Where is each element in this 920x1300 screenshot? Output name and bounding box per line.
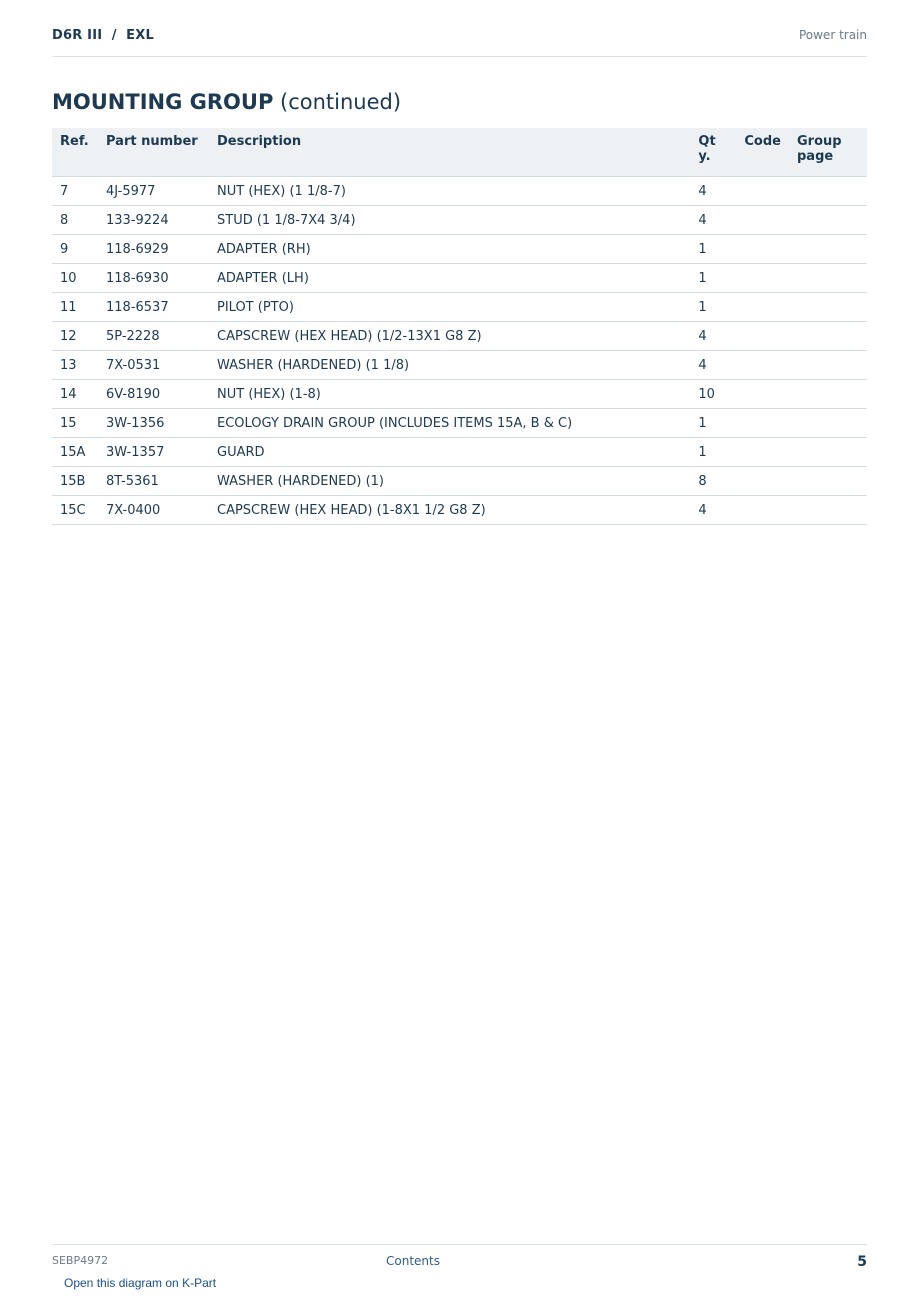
cell-part-number: 5P-2228 bbox=[98, 322, 209, 351]
cell-code bbox=[736, 293, 789, 322]
cell-ref: 12 bbox=[52, 322, 98, 351]
cell-group-page bbox=[789, 206, 867, 235]
table-row bbox=[52, 206, 867, 235]
cell-description: CAPSCREW (HEX HEAD) (1-8X1 1/2 G8 Z) bbox=[209, 496, 690, 525]
section-name: Power train bbox=[798, 28, 867, 42]
cell-description: STUD (1 1/8-7X4 3/4) bbox=[209, 206, 690, 235]
cell-code bbox=[736, 264, 789, 293]
machine-model: D6R III / EXL bbox=[52, 28, 154, 43]
cell-ref: 9 bbox=[52, 235, 98, 264]
cell-group-page bbox=[789, 322, 867, 351]
cell-description: ECOLOGY DRAIN GROUP (INCLUDES ITEMS 15A, B & C) bbox=[209, 409, 690, 438]
cell-code bbox=[736, 496, 789, 525]
cell-qty: 8 bbox=[690, 467, 736, 496]
cell-part-number: 8T-5361 bbox=[98, 467, 209, 496]
column-header-code: Code bbox=[736, 128, 789, 177]
cell-ref: 15B bbox=[52, 467, 98, 496]
cell-group-page bbox=[789, 235, 867, 264]
cell-description: NUT (HEX) (1 1/8-7) bbox=[209, 177, 690, 206]
cell-code bbox=[736, 322, 789, 351]
cell-code bbox=[736, 206, 789, 235]
column-header-description: Description bbox=[209, 128, 690, 177]
cell-group-page bbox=[789, 351, 867, 380]
page-number: 5 bbox=[857, 1254, 867, 1270]
cell-ref: 10 bbox=[52, 264, 98, 293]
table-row bbox=[52, 409, 867, 438]
page-title-suffix: (continued) bbox=[280, 90, 402, 114]
contents-link[interactable]: Contents bbox=[386, 1254, 440, 1268]
cell-qty: 10 bbox=[690, 380, 736, 409]
cell-qty: 4 bbox=[690, 496, 736, 525]
cell-ref: 15C bbox=[52, 496, 98, 525]
cell-qty: 1 bbox=[690, 438, 736, 467]
column-header-qty-label: Qty. bbox=[698, 134, 716, 164]
column-header-group-page: Group page bbox=[789, 128, 867, 177]
cell-ref: 7 bbox=[52, 177, 98, 206]
cell-group-page bbox=[789, 438, 867, 467]
cell-qty: 4 bbox=[690, 206, 736, 235]
column-header-qty bbox=[690, 128, 736, 177]
cell-ref: 15A bbox=[52, 438, 98, 467]
column-header-ref: Ref. bbox=[52, 128, 98, 177]
cell-qty: 1 bbox=[690, 293, 736, 322]
page-title bbox=[52, 90, 401, 114]
cell-group-page bbox=[789, 293, 867, 322]
cell-qty: 1 bbox=[690, 235, 736, 264]
cell-qty: 4 bbox=[690, 322, 736, 351]
cell-ref: 8 bbox=[52, 206, 98, 235]
cell-description: GUARD bbox=[209, 438, 690, 467]
table-row bbox=[52, 322, 867, 351]
cell-part-number: 118-6537 bbox=[98, 293, 209, 322]
cell-code bbox=[736, 235, 789, 264]
open-in-kpart-link[interactable]: Open this diagram on K-Part bbox=[64, 1276, 217, 1290]
cell-part-number: 3W-1357 bbox=[98, 438, 209, 467]
cell-part-number: 7X-0400 bbox=[98, 496, 209, 525]
table-row bbox=[52, 351, 867, 380]
table-row bbox=[52, 293, 867, 322]
column-header-part-number: Part number bbox=[98, 128, 209, 177]
cell-code bbox=[736, 409, 789, 438]
table-row bbox=[52, 467, 867, 496]
cell-ref: 13 bbox=[52, 351, 98, 380]
parts-table bbox=[52, 128, 867, 525]
cell-part-number: 7X-0531 bbox=[98, 351, 209, 380]
cell-part-number: 133-9224 bbox=[98, 206, 209, 235]
cell-part-number: 6V-8190 bbox=[98, 380, 209, 409]
cell-qty: 4 bbox=[690, 351, 736, 380]
cell-code bbox=[736, 351, 789, 380]
cell-description: CAPSCREW (HEX HEAD) (1/2-13X1 G8 Z) bbox=[209, 322, 690, 351]
page-footer bbox=[52, 1244, 867, 1275]
cell-group-page bbox=[789, 380, 867, 409]
parts-table-body bbox=[52, 177, 867, 525]
cell-description: ADAPTER (LH) bbox=[209, 264, 690, 293]
table-row bbox=[52, 496, 867, 525]
cell-description: NUT (HEX) (1-8) bbox=[209, 380, 690, 409]
cell-description: WASHER (HARDENED) (1 1/8) bbox=[209, 351, 690, 380]
cell-code bbox=[736, 438, 789, 467]
cell-description: ADAPTER (RH) bbox=[209, 235, 690, 264]
cell-code bbox=[736, 177, 789, 206]
cell-part-number: 3W-1356 bbox=[98, 409, 209, 438]
table-row bbox=[52, 177, 867, 206]
cell-group-page bbox=[789, 409, 867, 438]
cell-description: WASHER (HARDENED) (1) bbox=[209, 467, 690, 496]
cell-group-page bbox=[789, 264, 867, 293]
cell-ref: 15 bbox=[52, 409, 98, 438]
cell-part-number: 118-6929 bbox=[98, 235, 209, 264]
cell-group-page bbox=[789, 496, 867, 525]
cell-part-number: 118-6930 bbox=[98, 264, 209, 293]
cell-description: PILOT (PTO) bbox=[209, 293, 690, 322]
cell-code bbox=[736, 467, 789, 496]
table-row bbox=[52, 380, 867, 409]
cell-qty: 1 bbox=[690, 409, 736, 438]
parts-table-header bbox=[52, 128, 867, 177]
cell-ref: 14 bbox=[52, 380, 98, 409]
cell-ref: 11 bbox=[52, 293, 98, 322]
cell-code bbox=[736, 380, 789, 409]
page-title-main: MOUNTING GROUP bbox=[52, 90, 274, 114]
cell-group-page bbox=[789, 177, 867, 206]
document-id: SEBP4972 bbox=[52, 1254, 109, 1267]
page-header bbox=[52, 28, 867, 57]
table-row bbox=[52, 235, 867, 264]
cell-qty: 4 bbox=[690, 177, 736, 206]
table-row bbox=[52, 438, 867, 467]
cell-group-page bbox=[789, 467, 867, 496]
cell-part-number: 4J-5977 bbox=[98, 177, 209, 206]
table-row bbox=[52, 264, 867, 293]
cell-qty: 1 bbox=[690, 264, 736, 293]
